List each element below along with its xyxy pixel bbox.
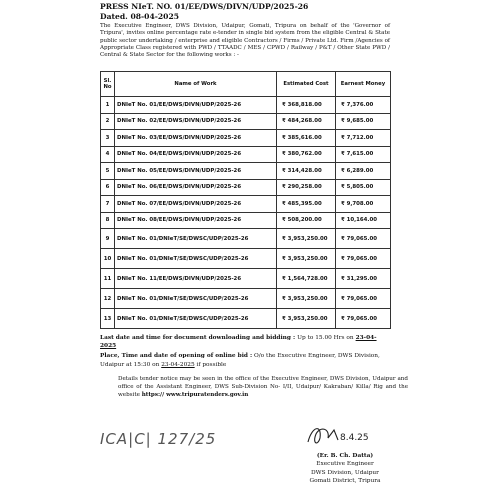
- cell-sl: 11: [101, 269, 115, 289]
- signer-office: DWS Division, Udaipur: [311, 469, 379, 476]
- details-text: Details tender notice may be seen in the office of the Executive Engineer, DWS Division, Udaipur and office of the Assistant Engineer, DWS Sub-Division No- I/II, Udaipur/ Kakraban/ Killa/ Rig and the website: [118, 376, 408, 399]
- cell-estimated-cost: ₹ 385,616.00: [277, 130, 336, 147]
- cell-earnest-money: ₹ 9,685.00: [336, 113, 391, 130]
- cell-estimated-cost: ₹ 484,268.00: [277, 113, 336, 130]
- cell-estimated-cost: ₹ 3,953,250.00: [277, 229, 336, 249]
- cell-work-name: DNIeT No. 07/EE/DWS/DIVN/UDP/2025-26: [115, 196, 277, 213]
- table-header-row: [101, 72, 391, 97]
- cell-estimated-cost: ₹ 1,564,728.00: [277, 269, 336, 289]
- table-row: [101, 212, 391, 229]
- cell-estimated-cost: ₹ 380,762.00: [277, 146, 336, 163]
- cell-work-name: DNIeT No. 05/EE/DWS/DIVN/UDP/2025-26: [115, 163, 277, 180]
- signature-scribble: [300, 420, 380, 450]
- last-date-label: Last date and time for document downloading and bidding :: [100, 335, 296, 341]
- signer-district: Gomati District, Tripura: [309, 477, 381, 484]
- signer-block: [290, 452, 400, 485]
- cell-sl: 5: [101, 163, 115, 180]
- cell-estimated-cost: ₹ 290,258.00: [277, 179, 336, 196]
- cell-sl: 6: [101, 179, 115, 196]
- header-sl-no: Sl. No: [101, 72, 115, 97]
- cell-earnest-money: ₹ 31,295.00: [336, 269, 391, 289]
- cell-sl: 1: [101, 97, 115, 114]
- cell-work-name: DNIeT No. 11/EE/DWS/DIVN/UDP/2025-26: [115, 269, 277, 289]
- cell-sl: 2: [101, 113, 115, 130]
- cell-estimated-cost: ₹ 3,953,250.00: [277, 249, 336, 269]
- table-row: [101, 289, 391, 309]
- bid-opening-suffix: if possible: [196, 361, 227, 368]
- cell-estimated-cost: ₹ 3,953,250.00: [277, 309, 336, 329]
- cell-estimated-cost: ₹ 485,395.00: [277, 196, 336, 213]
- tender-table: [100, 71, 391, 329]
- bid-opening-place: O/o the Executive Engineer, DWS Division, Udaipur at 15:30 on: [100, 353, 380, 368]
- signer-name: (Er. B. Ch. Datta): [316, 453, 374, 459]
- table-row: [101, 146, 391, 163]
- cell-earnest-money: ₹ 7,712.00: [336, 130, 391, 147]
- header-earnest-money: Earnest Money: [336, 72, 391, 97]
- cell-work-name: DNIeT No. 04/EE/DWS/DIVN/UDP/2025-26: [115, 146, 277, 163]
- signer-designation: Executive Engineer: [316, 461, 374, 468]
- last-date-value: 23-04-2025: [100, 335, 377, 350]
- header-name-of-work: Name of Work: [115, 72, 277, 97]
- table-row: [101, 113, 391, 130]
- signature-date: 8.4.25: [340, 433, 369, 443]
- table-row: [101, 163, 391, 180]
- cell-earnest-money: ₹ 10,164.00: [336, 212, 391, 229]
- cell-sl: 7: [101, 196, 115, 213]
- table-row: [101, 130, 391, 147]
- table-row: [101, 179, 391, 196]
- cell-work-name: DNIeT No. 06/EE/DWS/DIVN/UDP/2025-26: [115, 179, 277, 196]
- table-row: [101, 269, 391, 289]
- cell-earnest-money: ₹ 79,065.00: [336, 289, 391, 309]
- handwritten-memo-number: ICA|C| 127/25: [100, 430, 217, 448]
- cell-sl: 12: [101, 289, 115, 309]
- table-row: [101, 309, 391, 329]
- header-estimated-cost: Estimated Cost: [277, 72, 336, 97]
- cell-earnest-money: ₹ 79,065.00: [336, 309, 391, 329]
- cell-sl: 13: [101, 309, 115, 329]
- cell-work-name: DNIeT No. 02/EE/DWS/DIVN/UDP/2025-26: [115, 113, 277, 130]
- bid-opening-date: 23-04-2025: [161, 361, 195, 368]
- cell-estimated-cost: ₹ 368,818.00: [277, 97, 336, 114]
- tender-website-link[interactable]: https:// www.tripuratenders.gov.in: [141, 392, 249, 399]
- cell-work-name: DNIeT No. 08/EE/DWS/DIVN/UDP/2025-26: [115, 212, 277, 229]
- details-paragraph: [100, 375, 408, 400]
- cell-estimated-cost: ₹ 314,428.00: [277, 163, 336, 180]
- cell-sl: 4: [101, 146, 115, 163]
- cell-work-name: DNIeT No. 01/DNIeT/SE/DWSC/UDP/2025-26: [115, 289, 277, 309]
- table-row: [101, 229, 391, 249]
- intro-paragraph: The Executive Engineer, DWS Division, Udaipur, Gomati, Tripura on behalf of the 'Governor of Tripura', invites online percentage rate e-tender in single bid system from the eligible Central & State public sector undertaking / enterprise and eligible Contractors / Firms / Private Ltd. Firm /Agencies of Appropriate Class registered with PWD / TTAADC / MES / CPWD / Railway / P&T / Other State PWD / Central & State Sector for the following works : -: [100, 23, 390, 59]
- cell-sl: 9: [101, 229, 115, 249]
- press-notice-number: PRESS NIeT. NO. 01/EE/DWS/DIVN/UDP/2025-26: [100, 2, 309, 11]
- cell-earnest-money: ₹ 7,376.00: [336, 97, 391, 114]
- cell-sl: 8: [101, 212, 115, 229]
- table-row: [101, 97, 391, 114]
- cell-earnest-money: ₹ 79,065.00: [336, 229, 391, 249]
- cell-work-name: DNIeT No. 01/DNIeT/SE/DWSC/UDP/2025-26: [115, 309, 277, 329]
- cell-estimated-cost: ₹ 3,953,250.00: [277, 289, 336, 309]
- cell-work-name: DNIeT No. 01/DNIeT/SE/DWSC/UDP/2025-26: [115, 249, 277, 269]
- last-date-line: [100, 334, 390, 351]
- cell-earnest-money: ₹ 5,805.00: [336, 179, 391, 196]
- cell-earnest-money: ₹ 6,289.00: [336, 163, 391, 180]
- last-date-time: Up to 15.00 Hrs on: [297, 335, 354, 341]
- cell-sl: 3: [101, 130, 115, 147]
- table-row: [101, 249, 391, 269]
- cell-work-name: DNIeT No. 01/EE/DWS/DIVN/UDP/2025-26: [115, 97, 277, 114]
- cell-earnest-money: ₹ 79,065.00: [336, 249, 391, 269]
- cell-earnest-money: ₹ 7,615.00: [336, 146, 391, 163]
- cell-work-name: DNIeT No. 01/DNIeT/SE/DWSC/UDP/2025-26: [115, 229, 277, 249]
- bid-opening-label: Place, Time and date of opening of online bid :: [100, 353, 253, 359]
- bid-opening-line: [100, 352, 390, 369]
- cell-work-name: DNIeT No. 03/EE/DWS/DIVN/UDP/2025-26: [115, 130, 277, 147]
- cell-estimated-cost: ₹ 508,200.00: [277, 212, 336, 229]
- cell-earnest-money: ₹ 9,708.00: [336, 196, 391, 213]
- table-row: [101, 196, 391, 213]
- notice-date: Dated. 08-04-2025: [100, 12, 180, 21]
- cell-sl: 10: [101, 249, 115, 269]
